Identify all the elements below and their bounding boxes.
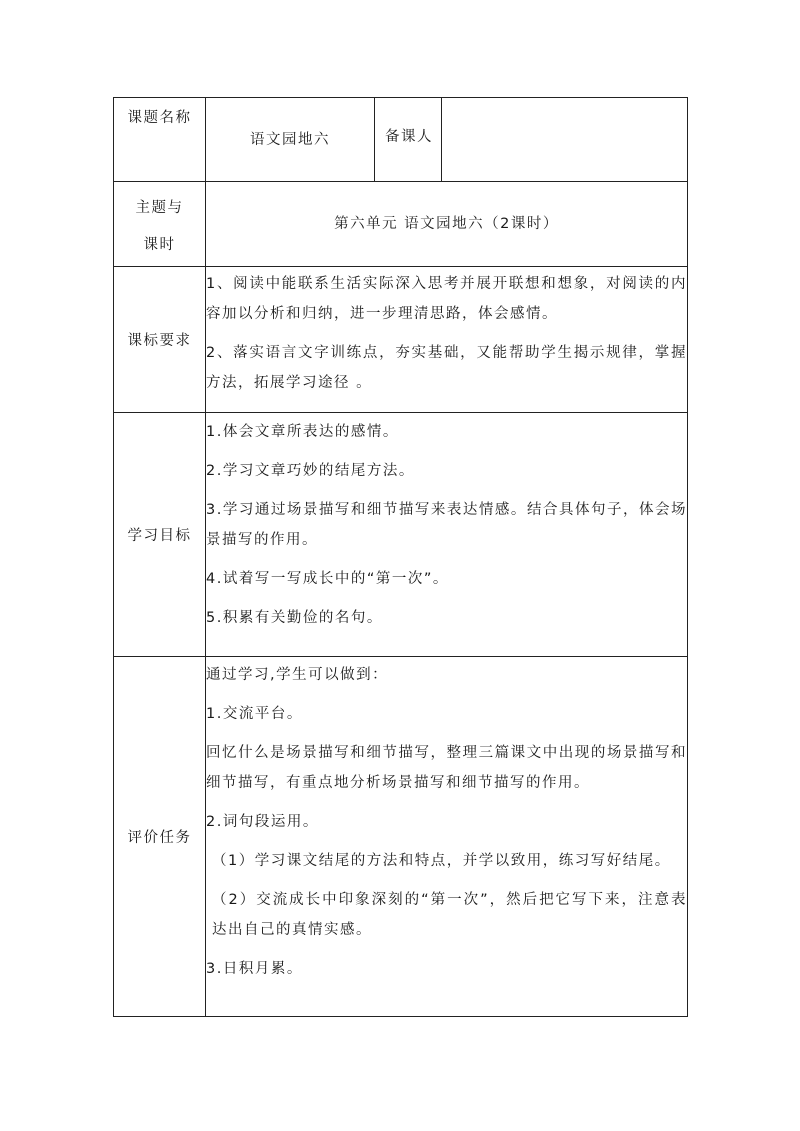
evaluation-item: （2）交流成长中印象深刻的“第一次”，然后把它写下来，注意表达出自己的真情实感。 — [212, 892, 687, 938]
goal-item: 5.积累有关勤俭的名句。 — [206, 610, 383, 626]
preparer-label: 备课人 — [385, 129, 433, 145]
evaluation-label-cell — [114, 657, 206, 1017]
evaluation-content-cell — [206, 657, 688, 1017]
standards-label-cell — [114, 267, 206, 413]
row-goals — [114, 413, 688, 657]
goal-item: 3.学习通过场景描写和细节描写来表达情感。结合具体句子，体会场景描写的作用。 — [206, 502, 687, 548]
lesson-title-label: 课题名称 — [127, 110, 192, 126]
row-theme — [114, 182, 688, 267]
goal-item: 1.体会文章所表达的感情。 — [206, 424, 399, 440]
standards-content-cell — [206, 267, 688, 413]
goals-content-cell — [206, 413, 688, 657]
goals-list — [206, 413, 687, 633]
lesson-title-value-cell — [206, 98, 375, 182]
evaluation-item: 通过学习,学生可以做到： — [206, 667, 389, 683]
evaluation-item: （1）学习课文结尾的方法和特点，并学以致用，练习写好结尾。 — [212, 853, 671, 869]
theme-value: 第六单元 语文园地六（2课时） — [334, 216, 559, 232]
lesson-title-label-cell — [114, 98, 206, 182]
standards-item: 2、落实语言文字训练点，夯实基础，又能帮助学生揭示规律，掌握方法，拓展学习途径 。 — [206, 345, 687, 391]
standards-item: 1、阅读中能联系生活实际深入思考并展开联想和想象，对阅读的内容加以分析和归纳，进一步理清思路，体会感情。 — [206, 276, 687, 322]
goal-item: 2.学习文章巧妙的结尾方法。 — [206, 463, 415, 479]
theme-label-cell — [114, 182, 206, 267]
row-evaluation — [114, 657, 688, 1017]
preparer-value-cell — [442, 98, 688, 182]
goal-item: 4.试着写一写成长中的“第一次”。 — [206, 571, 449, 587]
evaluation-item: 1.交流平台。 — [206, 706, 303, 722]
standards-list — [206, 267, 687, 398]
goals-label-cell — [114, 413, 206, 657]
theme-label — [114, 182, 205, 264]
evaluation-item: 回忆什么是场景描写和细节描写，整理三篇课文中出现的场景描写和细节描写，有重点地分析场景描写和细节描写的作用。 — [206, 745, 687, 791]
goals-label: 学习目标 — [127, 528, 192, 544]
row-standards — [114, 267, 688, 413]
theme-value-cell — [206, 182, 688, 267]
theme-label-line1: 主题与 — [135, 200, 184, 216]
preparer-label-cell — [375, 98, 442, 182]
row-lesson-title — [114, 98, 688, 182]
lesson-title-value: 语文园地六 — [250, 132, 330, 148]
lesson-plan-table — [113, 97, 688, 1017]
theme-label-line2: 课时 — [143, 237, 176, 253]
standards-label: 课标要求 — [127, 333, 192, 349]
evaluation-item: 3.日积月累。 — [206, 961, 303, 977]
evaluation-list — [206, 657, 687, 984]
evaluation-item: 2.词句段运用。 — [206, 814, 319, 830]
evaluation-label: 评价任务 — [127, 830, 192, 846]
